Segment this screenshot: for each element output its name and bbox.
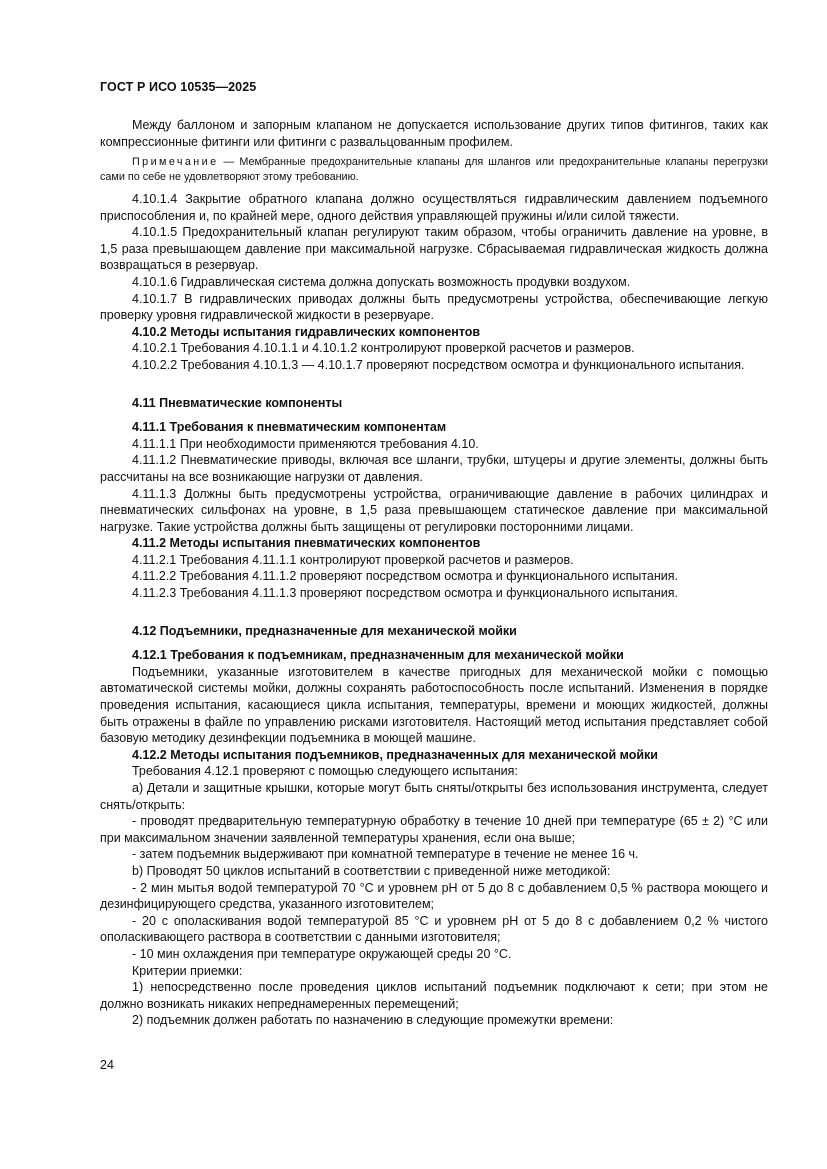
list-item: b) Проводят 50 циклов испытаний в соответствии с приведенной ниже методикой: xyxy=(132,863,611,878)
section-heading: 4.10.2 Методы испытания гидравлических компонентов xyxy=(132,324,481,339)
paragraph: 4.10.2.1 Требования 4.10.1.1 и 4.10.1.2 контролируют проверкой расчетов и размеров. xyxy=(132,341,635,356)
section-heading: 4.12.2 Методы испытания подъемников, предназначенных для механической мойки xyxy=(132,747,658,762)
note xyxy=(100,155,768,184)
paragraph: 4.10.1.4 Закрытие обратного клапана должно осуществляться гидравлическим давлением подъемного приспособления и, по крайней мере, одного действия управляющей пружины и/или силой тяжести. xyxy=(100,192,768,223)
paragraph: Между баллоном и запорным клапаном не допускается использование других типов фитингов, таких как компрессионные фитинги или фитинги с развальцованным профилем. xyxy=(100,118,768,149)
section-heading: 4.12.1 Требования к подъемникам, предназначенным для механической мойки xyxy=(132,648,624,663)
paragraph: 4.10.1.6 Гидравлическая система должна допускать возможность продувки воздухом. xyxy=(132,274,631,289)
document-header: ГОСТ Р ИСО 10535—2025 xyxy=(100,80,257,94)
paragraph: Подъемники, указанные изготовителем в качестве пригодных для механической мойки с помощью автоматической системы мойки, должны сохранять работоспособность после испытаний. Изменения в порядке проведения испытания, касающиеся цикла испытания, температуры, времени и моющих жидкостей, должны быть отражены в файле по управлению рисками изготовителя. Настоящий метод испытания представляет собой базовую методику дезинфекции подъемника в моющей машине. xyxy=(100,664,768,746)
note-label: Примечание xyxy=(132,156,219,169)
list-item: - 10 мин охлаждения при температуре окружающей среды 20 °C. xyxy=(132,946,512,961)
section-heading: 4.11 Пневматические компоненты xyxy=(132,395,343,410)
paragraph: 4.11.2.1 Требования 4.11.1.1 контролируют проверкой расчетов и размеров. xyxy=(132,552,574,567)
section-heading: 4.12 Подъемники, предназначенные для механической мойки xyxy=(132,623,517,638)
list-item: - проводят предварительную температурную обработку в течение 10 дней при температуре (65 ± 2) °C или при максимальном значении заявленной температуры хранения, если она выше; xyxy=(100,814,768,845)
paragraph: 4.11.1.1 При необходимости применяются требования 4.10. xyxy=(132,436,479,451)
section-heading: 4.11.2 Методы испытания пневматических компонентов xyxy=(132,536,481,551)
paragraph: 4.10.1.5 Предохранительный клапан регулируют таким образом, чтобы ограничить давление на уровне, в 1,5 раза превышающем давление при максимальной нагрузке. Сбрасываемая гидравлическая жидкость должна возвращаться в резервуар. xyxy=(100,225,768,273)
paragraph: Критерии приемки: xyxy=(132,963,243,978)
list-item: - 20 с ополаскивания водой температурой 85 °C и уровнем pH от 5 до 8 с добавлением 0,2 % чистого ополаскивающего раствора в соответствии с данными изготовителя; xyxy=(100,913,768,945)
section-heading: 4.11.1 Требования к пневматическим компонентам xyxy=(132,420,447,435)
paragraph: 4.11.2.3 Требования 4.11.1.3 проверяют посредством осмотра и функционального испытания. xyxy=(132,586,678,601)
note-text: — Мембранные предохранительные клапаны для шлангов или предохранительные клапаны перегрузки сами по себе не удовлетворяют этому требованию. xyxy=(100,156,768,183)
page-number: 24 xyxy=(100,1058,114,1072)
list-item: 1) непосредственно после проведения циклов испытаний подъемник подключают к сети; при этом не должно возникать никаких непреднамеренных перемещений; xyxy=(100,980,768,1011)
list-item: a) Детали и защитные крышки, которые могут быть сняты/открыты без использования инструмента, следует снять/открыть: xyxy=(100,781,768,812)
list-item: 2) подъемник должен работать по назначению в следующие промежутки времени: xyxy=(132,1013,614,1028)
paragraph: 4.11.1.2 Пневматические приводы, включая все шланги, трубки, штуцеры и другие элементы, должны быть рассчитаны на все возникающие нагрузки от давления. xyxy=(100,453,768,484)
paragraph: 4.10.1.7 В гидравлических приводах должны быть предусмотрены устройства, обеспечивающие легкую проверку уровня гидравлической жидкости в резервуаре. xyxy=(100,291,768,323)
paragraph: 4.11.1.3 Должны быть предусмотрены устройства, ограничивающие давление в рабочих цилиндрах и пневматических сильфонах на уровне, в 1,5 раза превышающем статическое давление при максимальной нагрузке. Такие устройства должны быть защищены от регулировки посторонними лицами. xyxy=(100,486,768,534)
paragraph: Требования 4.12.1 проверяют с помощью следующего испытания: xyxy=(132,764,518,779)
list-item: - затем подъемник выдерживают при комнатной температуре в течение не менее 16 ч. xyxy=(132,847,639,862)
list-item: - 2 мин мытья водой температурой 70 °C и уровнем pH от 5 до 8 с добавлением 0,5 % раствора моющего и дезинфицирующего средства, указанного изготовителем; xyxy=(100,880,768,912)
document-body xyxy=(100,117,768,1029)
paragraph: 4.11.2.2 Требования 4.11.1.2 проверяют посредством осмотра и функционального испытания. xyxy=(132,569,678,584)
paragraph: 4.10.2.2 Требования 4.10.1.3 — 4.10.1.7 проверяют посредством осмотра и функционального испытания. xyxy=(132,357,745,372)
